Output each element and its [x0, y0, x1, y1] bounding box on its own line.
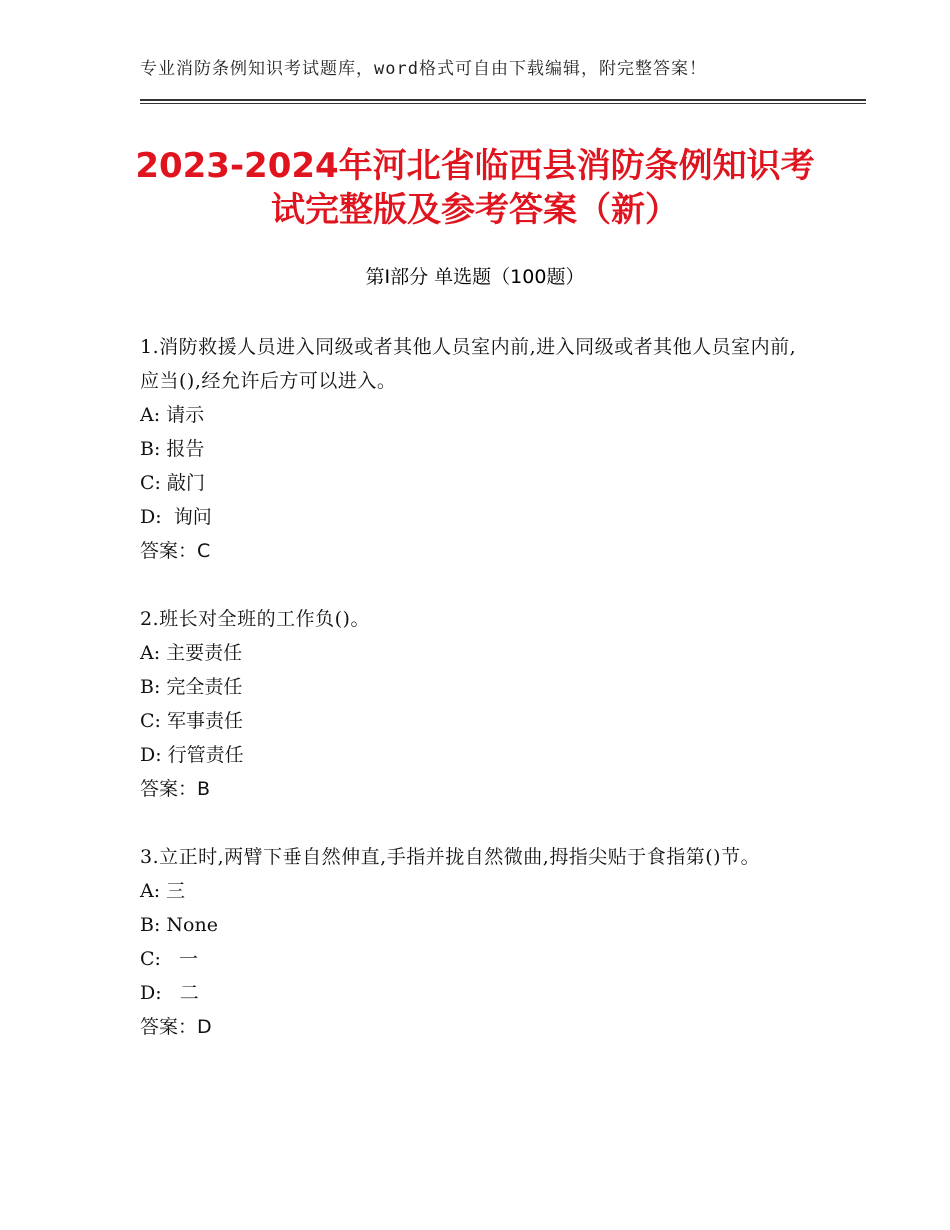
- option-c: C: 一: [140, 948, 199, 970]
- option-d: D: 二: [140, 982, 199, 1004]
- section-title: 第Ⅰ部分 单选题（100题）: [365, 266, 585, 288]
- question-3: [140, 840, 810, 1044]
- question-stem: 2.班长对全班的工作负()。: [140, 608, 370, 630]
- option-b: B: 报告: [140, 438, 205, 460]
- question-stem: 1.消防救援人员进入同级或者其他人员室内前,进入同级或者其他人员室内前,应当(),经允许后方可以进入。: [140, 336, 797, 392]
- document-title-line-1: 2023-2024年河北省临西县消防条例知识考: [135, 146, 815, 186]
- option-a: A: 主要责任: [140, 642, 243, 664]
- option-d: D: 行管责任: [140, 744, 244, 766]
- document-title: [120, 144, 830, 232]
- option-d: D: 询问: [140, 506, 212, 528]
- option-c: C: 军事责任: [140, 710, 243, 732]
- question-2: [140, 602, 810, 806]
- option-a: A: 三: [140, 880, 186, 902]
- question-1: [140, 330, 810, 568]
- option-c: C: 敲门: [140, 472, 205, 494]
- answer-line: 答案：C: [140, 540, 211, 562]
- option-b: B: None: [140, 914, 218, 936]
- header-rule-thin: [140, 103, 866, 104]
- header-note: 专业消防条例知识考试题库，word格式可自由下载编辑，附完整答案！: [140, 59, 707, 79]
- question-list: [140, 330, 810, 1078]
- answer-line: 答案：D: [140, 1016, 212, 1038]
- document-title-line-2: 试完整版及参考答案（新）: [271, 190, 679, 230]
- option-a: A: 请示: [140, 404, 205, 426]
- option-b: B: 完全责任: [140, 676, 243, 698]
- question-stem: 3.立正时,两臂下垂自然伸直,手指并拢自然微曲,拇指尖贴于食指第()节。: [140, 846, 761, 868]
- answer-line: 答案：B: [140, 778, 211, 800]
- header-rule-thick: [140, 99, 866, 101]
